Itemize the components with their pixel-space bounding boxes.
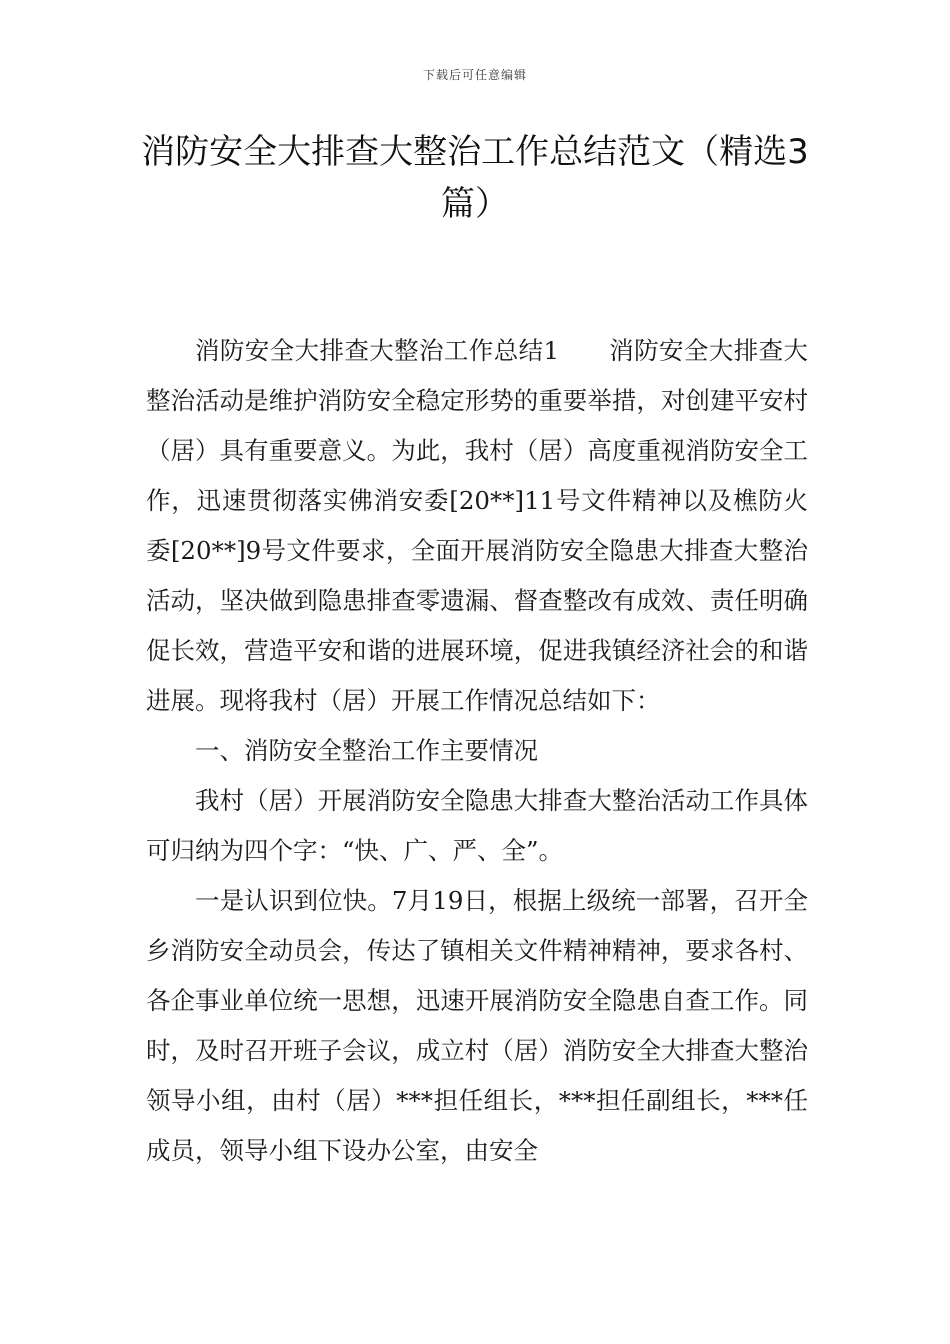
paragraph-point-1: 一是认识到位快。7月19日，根据上级统一部署，召开全乡消防安全动员会，传达了镇相关文件精神精神，要求各村、各企事业单位统一思想，迅速开展消防安全隐患自查工作。同时，及时召开班子会议，成立村（居）消防安全大排查大整治领导小组，由村（居）***担任组长，***担任副组长，***任成员，领导小组下设办公室，由安全 bbox=[146, 886, 808, 1165]
paragraph-intro: 消防安全大排查大整治工作总结1 消防安全大排查大整治活动是维护消防安全稳定形势的重要举措，对创建平安村（居）具有重要意义。为此，我村（居）高度重视消防安全工作，迅速贯彻落实佛消安委[20**]11号文件精神以及樵防火委[20**]9号文件要求，全面开展消防安全隐患大排查大整治活动，坚决做到隐患排查零遗漏、督查整改有成效、责任明确促长效，营造平安和谐的进展环境，促进我镇经济社会的和谐进展。现将我村（居）开展工作情况总结如下： bbox=[146, 336, 808, 715]
paragraph-summary: 我村（居）开展消防安全隐患大排查大整治活动工作具体可归纳为四个字：“快、广、严、全”。 bbox=[146, 786, 808, 865]
document-body bbox=[146, 326, 808, 1176]
header-note: 下载后可任意编辑 bbox=[422, 68, 527, 82]
section-heading-1: 一、消防安全整治工作主要情况 bbox=[195, 736, 538, 765]
document-title: 消防安全大排查大整治工作总结范文（精选3篇） bbox=[141, 132, 809, 224]
